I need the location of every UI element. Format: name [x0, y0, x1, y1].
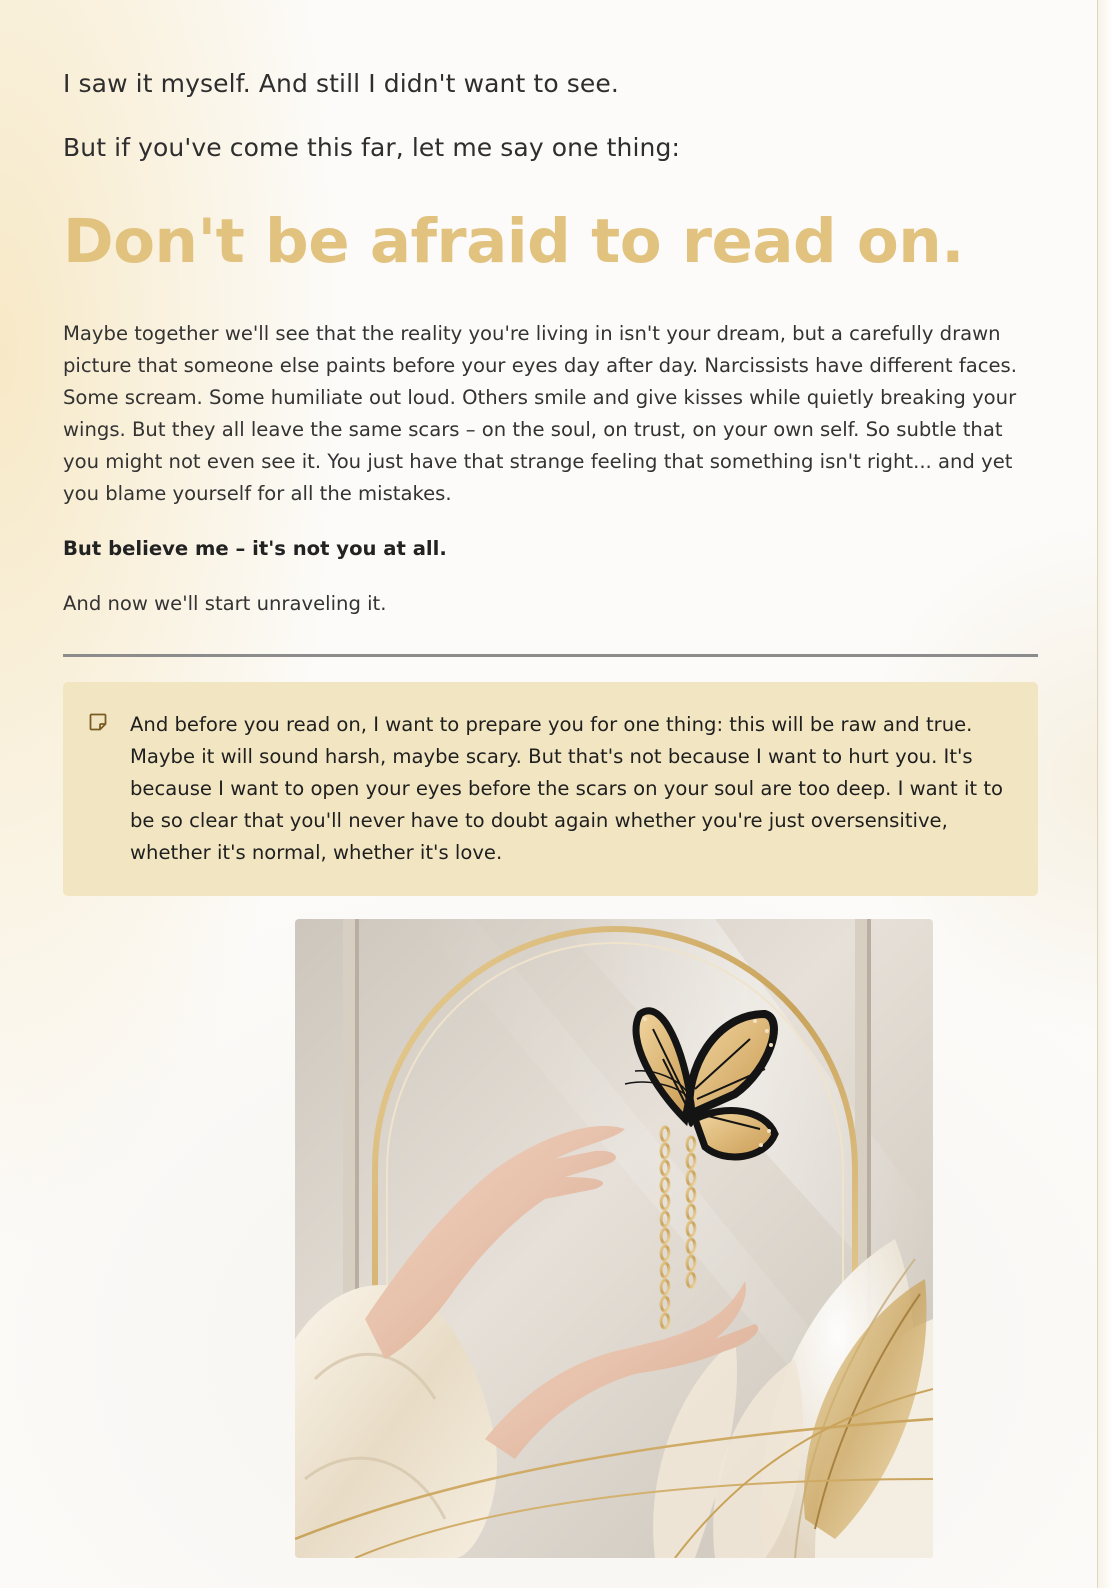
illustration-image — [295, 919, 933, 1558]
emphasis-line: But believe me – it's not you at all. — [63, 537, 447, 560]
intro-line-1: I saw it myself. And still I didn't want to see. — [63, 69, 619, 98]
body-paragraph: Maybe together we'll see that the reality you're living in isn't your dream, but a carefully drawn picture that someone else paints before your eyes day after day. Narcissists have different faces. Some scream. Some humiliate out loud. Others smile and give kisses while quietly breaking your wings. But they all leave the same scars – on the soul, on trust, on your own self. So subtle that you might not even see it. You just have that strange feeling that something isn't right... and yet you blame yourself for all the mistakes. — [63, 322, 1017, 505]
callout-box — [63, 682, 1038, 896]
callout-text: And before you read on, I want to prepare you for one thing: this will be raw and true. Maybe it will sound harsh, maybe scary. But that's not because I want to hurt you. It's because I want to open your eyes before the scars on your soul are too deep. I want it to be so clear that you'll never have to doubt again whether you're just oversensitive, whether it's normal, whether it's love. — [130, 713, 1003, 864]
intro-line-2: But if you've come this far, let me say one thing: — [63, 133, 680, 162]
butterfly-hands-illustration — [295, 919, 933, 1558]
note-icon — [88, 712, 108, 732]
page-edge — [1097, 0, 1112, 1588]
divider — [63, 654, 1038, 657]
headline: Don't be afraid to read on. — [63, 206, 964, 277]
closing-line: And now we'll start unraveling it. — [63, 592, 387, 615]
